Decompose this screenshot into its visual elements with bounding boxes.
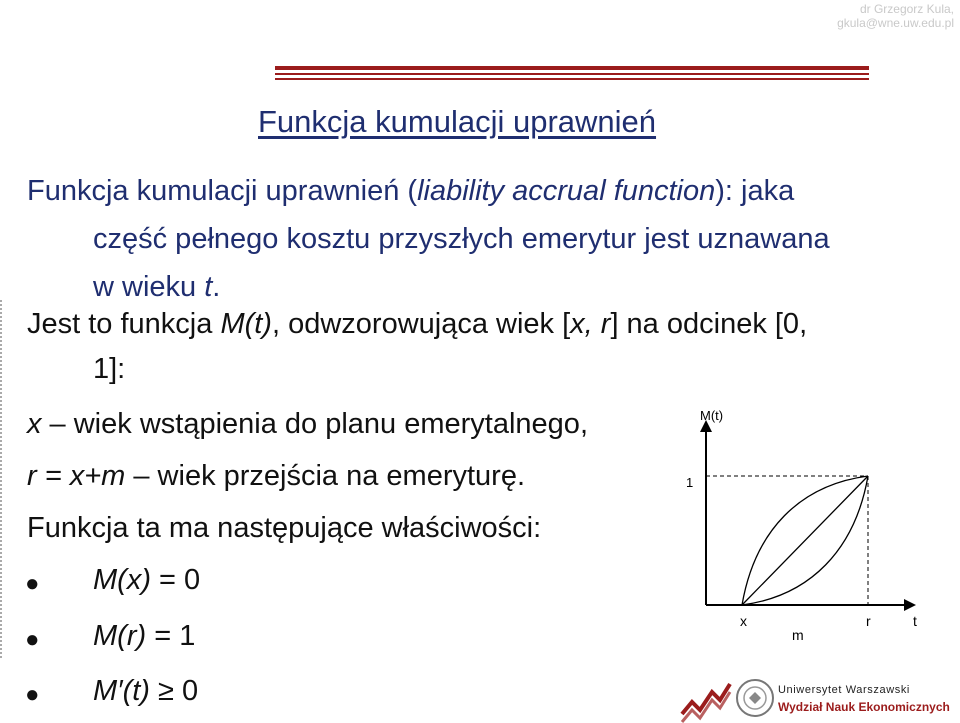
header-rule-mid: [275, 73, 869, 75]
header-rule-bottom: [275, 78, 869, 80]
curve-linear: [742, 476, 868, 605]
x-tick-r: r: [866, 613, 871, 629]
accrual-chart: [680, 400, 960, 650]
author-credit: [837, 2, 954, 30]
property-2: M(r) = 1: [93, 620, 196, 652]
definition-line-1: Funkcja kumulacji uprawnień (liability accrual function): jaka: [27, 175, 795, 207]
x-tick-m: m: [792, 627, 804, 643]
definition-r: r = x+m – wiek przejścia na emeryturę.: [27, 460, 526, 492]
bullet-icon: ●: [25, 681, 40, 708]
y-tick-label: 1: [686, 475, 694, 490]
slide-title: Funkcja kumulacji uprawnień: [258, 104, 657, 139]
bullet-icon: ●: [25, 626, 40, 653]
property-1: M(x) = 0: [93, 564, 201, 596]
bullet-icon: ●: [25, 570, 40, 597]
mapping-line-2: 1]:: [93, 353, 126, 385]
author-name: dr Grzegorz Kula,: [859, 2, 954, 16]
definition-line-2: część pełnego kosztu przyszłych emerytur jest uznawana: [93, 223, 830, 255]
property-3: M′(t) ≥ 0: [93, 675, 199, 707]
properties-heading: Funkcja ta ma następujące właściwości:: [27, 512, 542, 544]
definition-line-3: w wieku t.: [93, 271, 221, 303]
x-axis-label: t: [913, 613, 917, 629]
x-axis-arrow-icon: [904, 599, 916, 611]
faculty-name: Wydział Nauk Ekonomicznych: [778, 700, 950, 714]
definition-paragraph: [27, 167, 947, 311]
mapping-line-1: Jest to funkcja M(t), odwzorowująca wiek [x, r] na odcinek [0,: [27, 308, 808, 340]
x-tick-x: x: [740, 613, 747, 629]
y-axis-label: M(t): [700, 408, 724, 423]
definition-x: x – wiek wstąpienia do planu emerytalnego,: [27, 408, 588, 440]
faculty-logo-icon: [680, 672, 775, 723]
header-rule-top: [275, 66, 869, 70]
left-margin-bar: [0, 300, 3, 660]
university-name: Uniwersytet Warszawski: [778, 684, 910, 696]
author-email: gkula@wne.uw.edu.pl: [837, 16, 954, 30]
